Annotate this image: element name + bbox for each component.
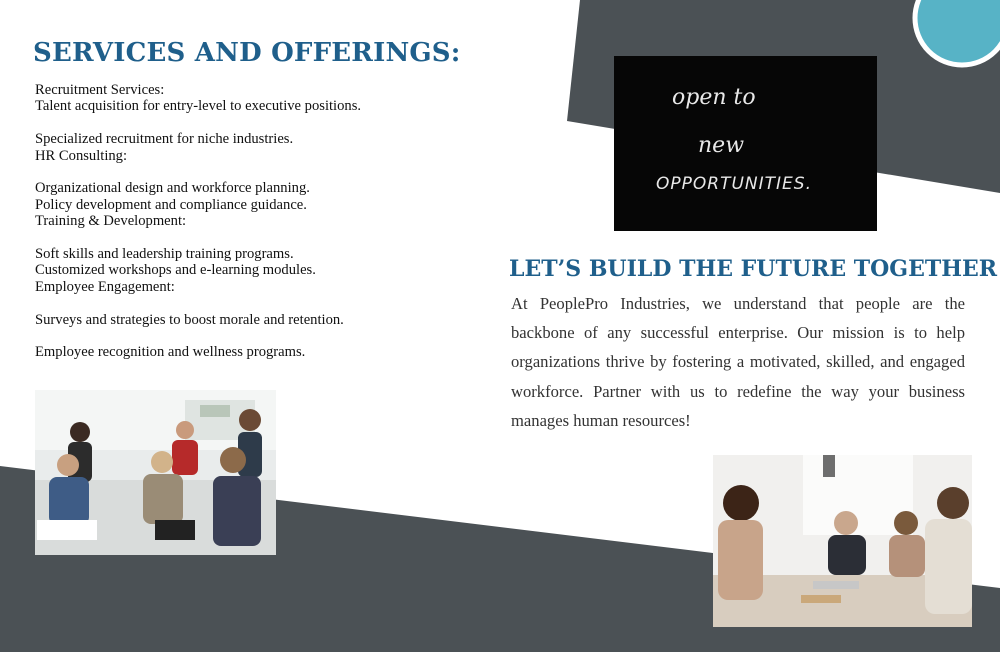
services-line: Customized workshops and e-learning modules.	[35, 262, 316, 279]
services-line: Organizational design and workforce planning.	[35, 180, 310, 197]
services-line: Talent acquisition for entry-level to executive positions.	[35, 98, 362, 115]
services-line: Specialized recruitment for niche industries.	[35, 131, 294, 148]
services-line: Training & Development:	[35, 213, 187, 230]
services-line: Surveys and strategies to boost morale and retention.	[35, 311, 344, 328]
chalk-line: OPPORTUNITIES.	[656, 174, 812, 194]
services-line: Soft skills and leadership training programs.	[35, 246, 294, 263]
opportunities-chalkboard-image	[614, 56, 877, 231]
chalk-line: open to	[672, 85, 756, 110]
team-meeting-photo	[35, 390, 276, 555]
services-line: HR Consulting:	[35, 147, 128, 164]
services-list	[35, 82, 465, 361]
cta-title: LET’S BUILD THE FUTURE TOGETHER	[509, 256, 998, 282]
services-line: Recruitment Services:	[35, 82, 165, 98]
services-line: Employee recognition and wellness programs.	[35, 344, 306, 361]
services-title: SERVICES AND OFFERINGS:	[33, 38, 461, 68]
services-line: Employee Engagement:	[35, 278, 175, 295]
services-line: Policy development and compliance guidance.	[35, 196, 307, 213]
cta-body: At PeoplePro Industries, we understand that people are the backbone of any successful enterprise. Our mission is to help organizations thrive by fostering a motivated, skilled, and engaged workforce. Partner with us to redefine the way your business manages human resources!	[511, 294, 965, 430]
chalk-line: new	[698, 133, 745, 158]
handshake-meeting-photo	[713, 455, 972, 627]
